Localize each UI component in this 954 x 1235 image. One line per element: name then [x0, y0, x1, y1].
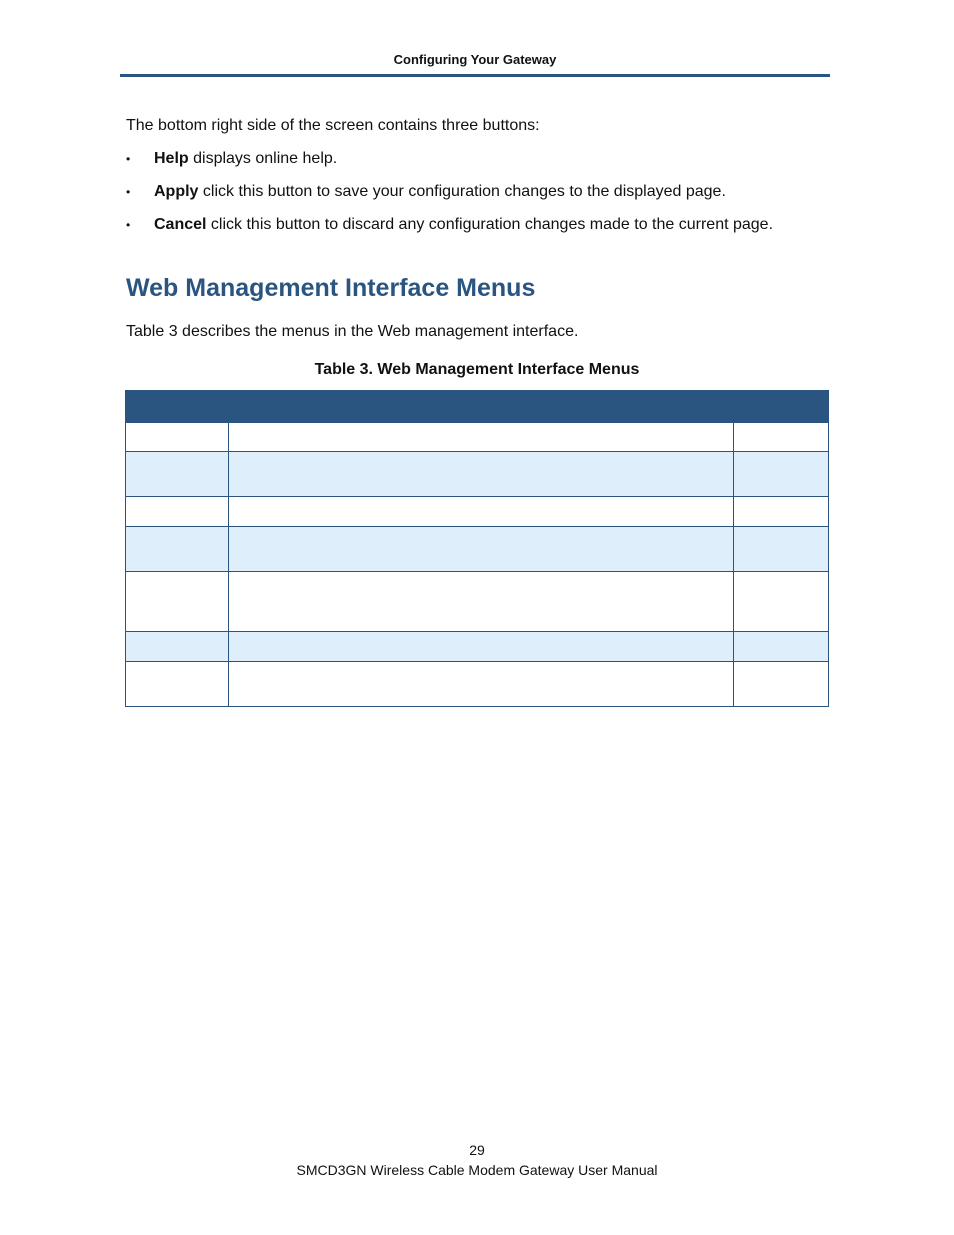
header-rule [120, 74, 830, 77]
bullet-term: Help [154, 150, 189, 167]
table-row [126, 423, 829, 452]
table-header-cell [734, 391, 829, 423]
list-item [126, 182, 831, 202]
table-caption: Table 3. Web Management Interface Menus [314, 361, 640, 378]
table-header-cell [229, 391, 734, 423]
table-cell [734, 632, 829, 662]
menus-table [125, 390, 829, 707]
table-cell [126, 452, 229, 497]
bullet-text: click this button to discard any configuration changes made to the current page. [206, 216, 774, 233]
table-cell [126, 423, 229, 452]
running-header: Configuring Your Gateway [393, 52, 557, 67]
table-cell [126, 527, 229, 572]
table-row [126, 527, 829, 572]
page-content [126, 116, 831, 380]
list-item [126, 149, 831, 169]
table-header-row [126, 391, 829, 423]
bullet-icon: • [126, 218, 131, 232]
table-cell [734, 452, 829, 497]
bullet-text: displays online help. [188, 150, 338, 167]
table-cell [734, 423, 829, 452]
table-cell [734, 497, 829, 527]
list-item [126, 215, 831, 235]
bullet-term: Cancel [154, 216, 207, 233]
table-row [126, 497, 829, 527]
table-row [126, 572, 829, 632]
table-cell [126, 632, 229, 662]
bullet-icon: • [126, 185, 131, 199]
table-cell [734, 662, 829, 707]
table-cell [229, 423, 734, 452]
bullet-term: Apply [154, 183, 199, 200]
table-row [126, 452, 829, 497]
table-row [126, 662, 829, 707]
bullet-text: click this button to save your configuration changes to the displayed page. [198, 183, 726, 200]
table-cell [229, 572, 734, 632]
page-number: 29 [469, 1142, 485, 1158]
table-cell [229, 452, 734, 497]
table-cell [126, 572, 229, 632]
manual-title: SMCD3GN Wireless Cable Modem Gateway User Manual [296, 1162, 658, 1178]
table-cell [229, 662, 734, 707]
table-cell [126, 497, 229, 527]
button-list [126, 149, 831, 235]
table-row [126, 632, 829, 662]
table-header-cell [126, 391, 229, 423]
table-cell [126, 662, 229, 707]
table-cell [229, 527, 734, 572]
table-cell [229, 632, 734, 662]
table-cell [229, 497, 734, 527]
section-title: Web Management Interface Menus [126, 274, 536, 302]
table-cell [734, 572, 829, 632]
section-paragraph: Table 3 describes the menus in the Web management interface. [126, 323, 579, 340]
bullet-icon: • [126, 152, 131, 166]
table-cell [734, 527, 829, 572]
intro-paragraph: The bottom right side of the screen contains three buttons: [126, 117, 540, 134]
